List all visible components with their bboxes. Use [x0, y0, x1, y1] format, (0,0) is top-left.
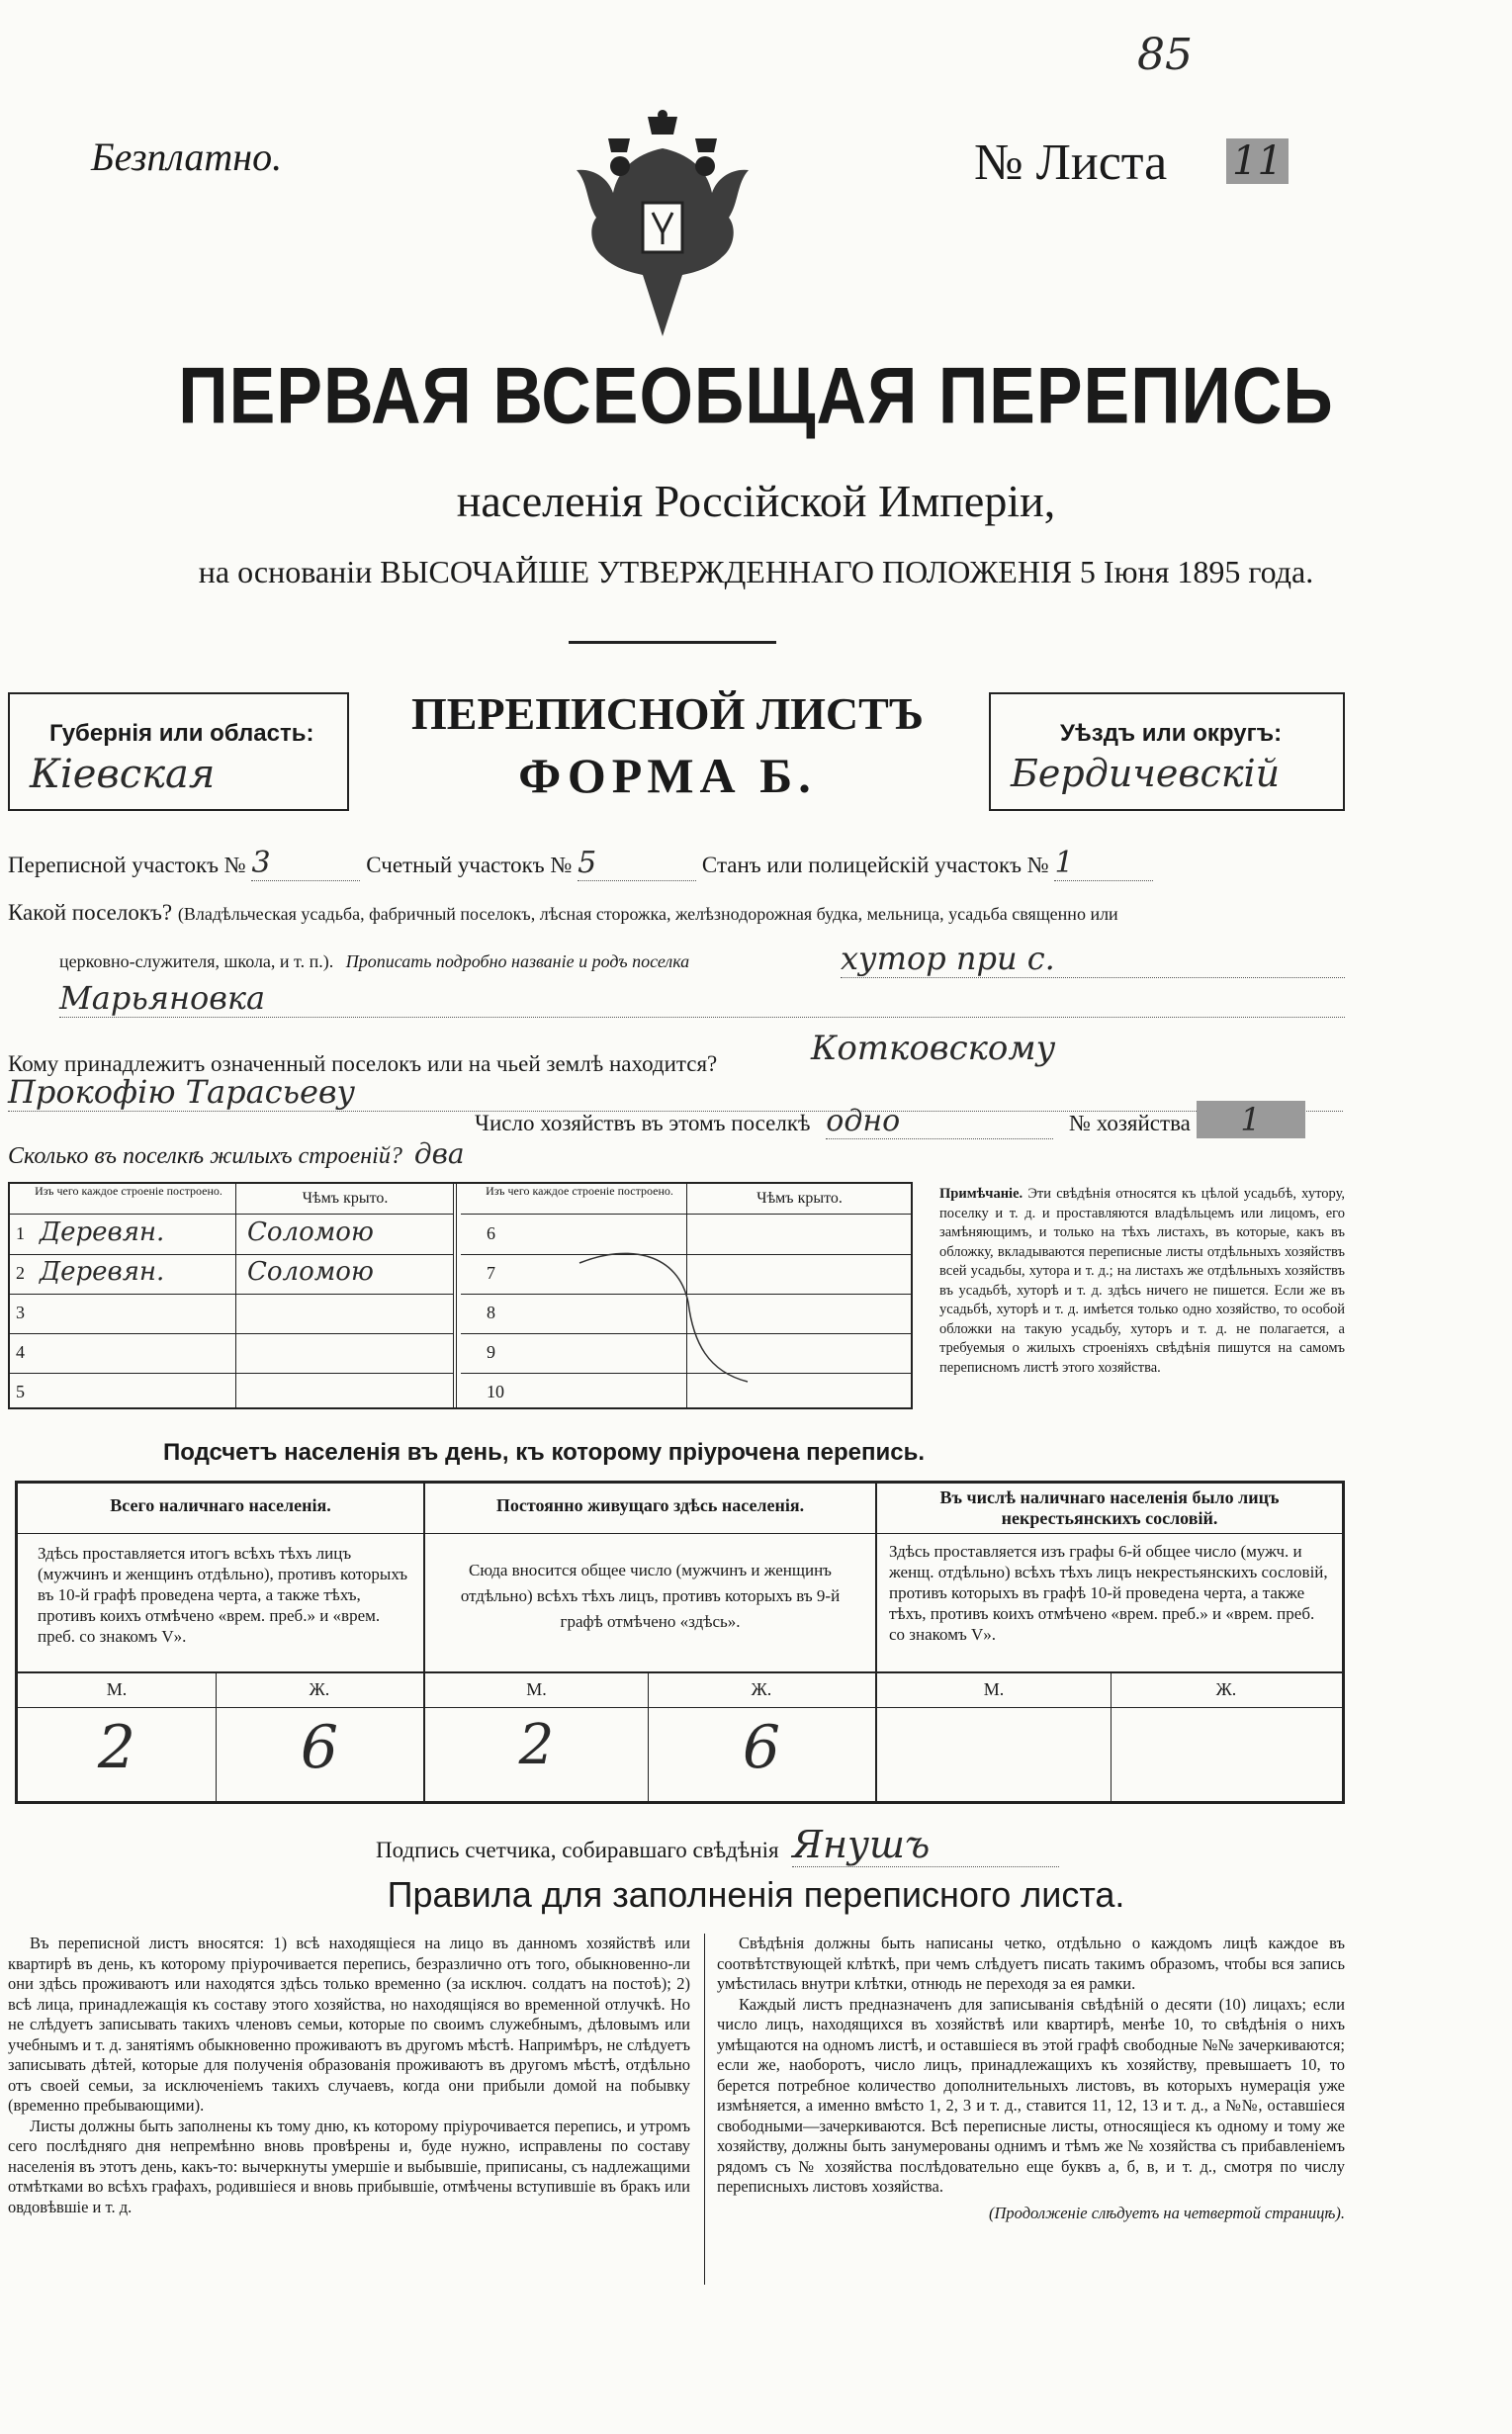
col-resident-title: Постоянно живущаго здѣсь населенія.: [495, 1495, 805, 1515]
row-number: 1: [16, 1223, 25, 1243]
col-material-header-right: Изъ чего каждое строеніе построено.: [486, 1184, 673, 1198]
col-resident-desc: Сюда вносится общее число (мужчинъ и женщинъ отдѣльно) всѣхъ тѣхъ лицъ, противъ которыхъ въ 9-й графѣ отмѣчено «здѣсь».: [460, 1561, 841, 1631]
police-section-label: Станъ или полицейскій участокъ №: [701, 853, 1049, 877]
rules-continued-note: (Продолженіе слѣдуетъ на четвертой страницѣ).: [989, 2203, 1345, 2222]
rules-left-paragraph-2: Листы должны быть заполнены къ тому дню, къ которому пріурочивается перепись, и утромъ сего послѣдняго дня непремѣнно вновь провѣрены и, буде нужно, исправлены по составу населенія въ этотъ день, какъ-то: вычеркнуты умершіе и выбывшіе, приписаны, съ надлежащими отмѣтками во всѣхъ графахъ, родившіеся и вновь прибывшіе, отмѣчены вступившіе въ бракъ или овдовѣвшіе и т. д.: [8, 2116, 690, 2216]
signature-label: Подпись счетчика, собиравшаго свѣдѣнія: [376, 1838, 779, 1862]
roof-cell: Соломою: [247, 1217, 374, 1247]
household-number-value: 1: [1197, 1101, 1305, 1138]
household-number-label: № хозяйства: [1069, 1111, 1191, 1135]
rules-right-column: [717, 1934, 1345, 2223]
count-section-value: 5: [578, 846, 696, 881]
population-table: [15, 1481, 1345, 1804]
rules-right-paragraph-2: Каждый листъ предназначенъ для записыванія свѣдѣній о десяти (10) лицахъ; если число лицъ, находящихся въ хозяйствѣ или квартирѣ, менѣе 10, то свѣдѣнія о нихъ умѣщаются на одномъ листѣ, и оставшіеся въ этой графѣ свободные №№ зачеркиваются; если же, наоборотъ, число лицъ, принадлежащихъ къ хозяйству, превышаетъ 10, то берется потребное количество дополнительныхъ листовъ, въ которыхъ нумерація уже измѣняется, а именно вмѣсто 1, 2, 3 и т. д., ставится 11, 12, 13 и т. д., а №№, оставшіеся свободными—зачеркиваются. Всѣ переписные листы, относящіеся къ одному и тому же хозяйству, должны быть занумерованы однимъ и тѣмъ же № хозяйства съ прибавленіемъ рядомъ съ № хозяйства послѣдовательно еще буквъ а, б, в, и т. д., смотря по числу переписныхъ листовъ хозяйства.: [717, 1994, 1345, 2196]
col-total-title: Всего наличнаго населенія.: [110, 1495, 331, 1515]
building-row: [10, 1216, 453, 1255]
col-nonpeasant-m-label: М.: [983, 1679, 1005, 1699]
settlement-value-1: хутор при с.: [841, 940, 1345, 978]
building-row: [10, 1334, 453, 1374]
form-title: ПЕРЕПИСНОЙ ЛИСТЪ: [410, 688, 925, 739]
signature-value: Янушъ: [792, 1823, 1059, 1867]
buildings-label: Сколько въ поселкѣ жилыхъ строеній?: [8, 1143, 402, 1169]
building-row: [10, 1374, 453, 1412]
rules-left-column: [8, 1934, 690, 2217]
sheet-number-label: № Листа: [974, 135, 1168, 191]
signature-line: [376, 1823, 1059, 1867]
material-cell: Деревян.: [40, 1217, 165, 1247]
page-number-handwritten: 85: [1137, 30, 1193, 80]
col-total-desc: Здѣсь проставляется итогъ всѣхъ тѣхъ лицъ (мужчинъ и женщинъ отдѣльно), противъ которыхъ въ 10-й графѣ проведена черта, а также тѣхъ, противъ коихъ отмѣчено «врем. преб.» и «врем. преб. со знакомъ V».: [38, 1544, 407, 1646]
sheet-number-value: 11: [1226, 138, 1289, 184]
col-roof-header-right: Чѣмъ крыто.: [756, 1190, 843, 1207]
row-number: 6: [487, 1223, 495, 1243]
owner-question: Кому принадлежитъ означенный поселокъ или на чьей землѣ находится?: [8, 1051, 718, 1076]
rules-heading: Правила для заполненія переписного листа.: [387, 1874, 1125, 1915]
col-roof-header-left: Чѣмъ крыто.: [302, 1190, 389, 1207]
settlement-hint-2: церковно-служителя, школа, и т. п.).: [59, 951, 334, 971]
settlement-line-2: [59, 951, 689, 972]
households-label: Число хозяйствъ въ этомъ поселкѣ: [475, 1111, 811, 1135]
pencil-stroke-mark: [570, 1243, 767, 1392]
uezd-box: [989, 692, 1345, 811]
row-number: 4: [16, 1342, 25, 1362]
settlement-value-2: Марьяновка: [59, 979, 1345, 1018]
row-number: 9: [487, 1342, 495, 1362]
col-total-f-value: 6: [300, 1713, 339, 1782]
rules-right-paragraph-1: Свѣдѣнія должны быть написаны четко, отдѣльно о каждомъ лицѣ каждое въ соотвѣтствующей клѣткѣ, при чемъ слѣдуетъ писать такимъ образомъ, чтобы вся запись умѣстилась внутри клѣтки, отнюдь не переходя за ея рамки.: [717, 1934, 1345, 1993]
uezd-value: Бердичевскій: [1011, 752, 1281, 795]
col-total-m-value: 2: [97, 1713, 136, 1782]
col-resident-m-label: М.: [526, 1679, 547, 1699]
col-nonpeasant-divider: [877, 1533, 1342, 1534]
settlement-hint-3: Прописать подробно названіе и родъ поселка: [345, 951, 690, 971]
building-row: [10, 1255, 453, 1295]
census-section-label: Переписной участокъ №: [8, 853, 246, 877]
material-cell: Деревян.: [40, 1257, 165, 1287]
row-number: 3: [16, 1303, 25, 1322]
buildings-line: [8, 1137, 465, 1170]
households-value: одно: [826, 1104, 1053, 1139]
row-number: 10: [487, 1382, 504, 1401]
note-text: Эти свѣдѣнія относятся къ цѣлой усадьбѣ, хутору, поселку и т. д. и проставляются владѣльцемъ или лицомъ, его замѣняющимъ, и только на тѣхъ листахъ, въ которые, какъ въ обложку, вкладываются переписные листы отдѣльныхъ хозяйствъ всей усадьбы, хутора и т. д.; на листахъ же отдѣльныхъ хозяйствъ въ усадьбѣ, хуторѣ и т. д. здѣсь ничего не пишется. Если же въ усадьбѣ, хуторѣ и т. д. имѣется только одно хозяйство, то особой обложки на такую усадьбу, хуторъ и т. д. не полагается, а требуемыя о жилыхъ строеніяхъ свѣдѣнія пишутся на самомъ переписномъ листѣ этого хозяйства.: [939, 1186, 1345, 1376]
col-nonpeasant-title: Въ числѣ наличнаго населенія было лицъ некрестьянскихъ сословій.: [939, 1487, 1280, 1528]
title-divider: [569, 641, 776, 644]
gubernia-label: Губернія или область:: [49, 720, 314, 747]
police-section-value: 1: [1054, 846, 1153, 881]
gubernia-box: [8, 692, 349, 811]
uezd-label: Уѣздъ или округъ:: [1060, 720, 1283, 747]
col-total-m-label: М.: [106, 1679, 128, 1699]
rules-column-divider: [704, 1934, 705, 2285]
col-resident-m-value: 2: [518, 1713, 555, 1777]
census-basis: на основаніи ВЫСОЧАЙШЕ УТВЕРЖДЕННАГО ПОЛОЖЕНІЯ 5 Іюня 1895 года.: [198, 554, 1314, 589]
owner-value-1: Котковскому: [811, 1029, 1056, 1068]
col-material-header-left: Изъ чего каждое строеніе построено.: [35, 1184, 222, 1198]
building-row: [10, 1295, 453, 1334]
form-subtitle: ФОРМА Б.: [518, 748, 817, 803]
settlement-hint-1: (Владѣльческая усадьба, фабричный поселокъ, лѣсная сторожка, желѣзнодорожная будка, мельница, усадьба священно или: [177, 904, 1118, 924]
roof-cell: Соломою: [247, 1257, 374, 1287]
row-number: 2: [16, 1263, 25, 1283]
census-subtitle: населенія Россійской Имперіи,: [456, 476, 1056, 526]
col-total-divider: [18, 1533, 423, 1534]
sections-line: [8, 846, 1343, 881]
col-resident-divider: [425, 1533, 875, 1534]
buildings-left-rows: [10, 1216, 453, 1412]
buildings-table-right: [461, 1184, 911, 1407]
households-line: [475, 1101, 1305, 1139]
row-number: 5: [16, 1382, 25, 1401]
double-headed-eagle-emblem: [569, 109, 756, 336]
col-total-f-label: Ж.: [309, 1679, 330, 1699]
buildings-value: два: [413, 1137, 465, 1170]
note-label: Примѣчаніе.: [939, 1186, 1023, 1202]
note-block: [939, 1185, 1345, 1378]
population-col-nonpeasant: [877, 1484, 1342, 1801]
free-label: Безплатно.: [91, 135, 283, 179]
settlement-question: Какой поселокъ?: [8, 900, 173, 925]
gubernia-value: Кіевская: [30, 752, 216, 797]
row-number: 7: [487, 1263, 495, 1283]
census-section-value: 3: [251, 846, 360, 881]
buildings-table: [8, 1182, 913, 1409]
col-resident-f-label: Ж.: [751, 1679, 772, 1699]
population-heading: Подсчетъ населенія въ день, къ которому пріурочена перепись.: [163, 1439, 925, 1466]
owner-value-2: Прокофію Тарасьеву: [8, 1073, 1343, 1112]
col-nonpeasant-f-label: Ж.: [1215, 1679, 1237, 1699]
row-number: 8: [487, 1303, 495, 1322]
col-nonpeasant-desc: Здѣсь проставляется изъ графы 6-й общее число (мужч. и женщ. отдѣльно) всѣхъ тѣхъ лицъ некрестьянскихъ сословій, противъ которыхъ въ графѣ 10-й проведена черта, а также тѣхъ, противъ коихъ отмѣчено «врем. преб.» и «врем. преб. со знакомъ V».: [889, 1542, 1328, 1644]
col-resident-f-value: 6: [742, 1713, 781, 1782]
settlement-line-1: [8, 900, 1118, 926]
buildings-table-left: [10, 1184, 457, 1407]
census-title: ПЕРВАЯ ВСЕОБЩАЯ ПЕРЕПИСЬ: [178, 351, 1334, 440]
rules-left-paragraph-1: Въ переписной листъ вносятся: 1) всѣ находящіеся на лицо въ данномъ хозяйствѣ или квартирѣ въ день, къ которому пріурочивается перепись, безразлично отъ того, обыкновенно-ли они здѣсь проживаютъ или находятся здѣсь только временно (за исключ. солдатъ на постоѣ); 2) всѣ лица, принадлежащія къ составу этого хозяйства, но находящіяся во временной отлучкѣ. Но не слѣдуетъ записывать такихъ членовъ семьи, которые по своимъ служебнымъ, дѣловымъ или учебнымъ и т. д. занятіямъ обыкновенно проживаютъ въ другомъ мѣстѣ. Напримѣръ, не слѣдуетъ записывать дѣтей, которые для полученія образованія проживаютъ въ другомъ мѣстѣ, отдѣльно отъ своей семьи, за исключеніемъ такихъ случаевъ, когда они прибыли домой на побывку (временно пребывающими).: [8, 1934, 690, 2115]
count-section-label: Счетный участокъ №: [366, 853, 573, 877]
buildings-left-header: [10, 1184, 453, 1215]
